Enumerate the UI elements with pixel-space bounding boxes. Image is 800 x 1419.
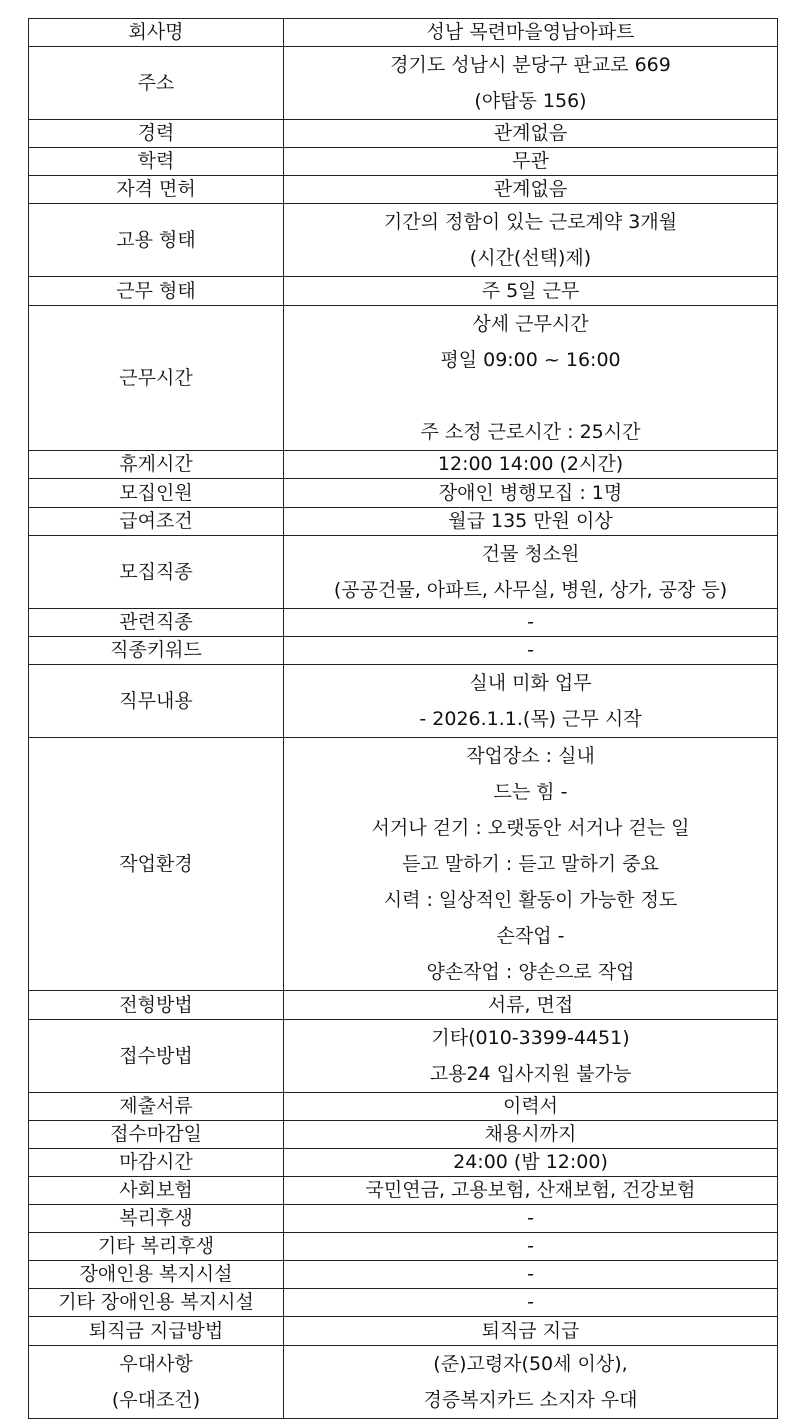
row-label-cell <box>29 1205 284 1233</box>
row-value: 서거나 걷기 : 오랫동안 서거나 걷는 일 <box>371 817 690 839</box>
table-row <box>29 991 778 1020</box>
row-value: 퇴직금 지급 <box>481 1319 580 1342</box>
row-label-cell <box>29 637 284 665</box>
table-row <box>29 204 778 277</box>
table-row <box>29 1177 778 1205</box>
row-value: 손작업 - <box>496 925 565 947</box>
row-value-cell <box>284 637 778 665</box>
row-label: 우대사항 <box>119 1353 193 1375</box>
row-value-cell <box>284 1233 778 1261</box>
row-label-cell <box>29 306 284 451</box>
row-value: - <box>527 639 534 661</box>
row-value: 듣고 말하기 : 듣고 말하기 중요 <box>402 853 659 875</box>
row-label: 학력 <box>137 150 175 172</box>
row-value: 드는 힘 - <box>493 781 568 803</box>
table-row <box>29 1261 778 1289</box>
table-body <box>29 19 778 1419</box>
row-value: (공공건물, 아파트, 사무실, 병원, 상가, 공장 등) <box>333 579 728 601</box>
row-value-cell <box>284 665 778 738</box>
row-label-cell <box>29 991 284 1020</box>
row-label-cell <box>29 176 284 204</box>
row-value: (준)고령자(50세 이상), <box>433 1353 628 1375</box>
table-row <box>29 1317 778 1346</box>
table-row <box>29 1121 778 1149</box>
row-value-cell <box>284 451 778 479</box>
row-label-cell <box>29 1346 284 1419</box>
row-label: 회사명 <box>128 21 184 43</box>
row-value-cell <box>284 479 778 508</box>
row-value-cell <box>284 1317 778 1346</box>
row-value-cell <box>284 148 778 176</box>
row-value-cell <box>284 204 778 277</box>
row-value-cell <box>284 277 778 306</box>
row-value: (시간(선택)제) <box>469 247 592 269</box>
table-row <box>29 1233 778 1261</box>
row-value: 관계없음 <box>493 178 568 200</box>
row-value-cell <box>284 1261 778 1289</box>
row-value: 장애인 병행모집 : 1명 <box>438 481 623 504</box>
row-value: 주 5일 근무 <box>481 279 580 302</box>
row-value: (야탑동 156) <box>474 90 587 112</box>
row-value-cell <box>284 508 778 536</box>
row-label: 기타 복리후생 <box>97 1235 215 1257</box>
row-value-cell <box>284 536 778 609</box>
row-label: 복리후생 <box>119 1207 193 1229</box>
table-row <box>29 1205 778 1233</box>
row-label-cell <box>29 1177 284 1205</box>
row-value: 성남 목련마을영남아파트 <box>426 21 635 43</box>
row-label-cell <box>29 1149 284 1177</box>
row-value-cell <box>284 1093 778 1121</box>
row-label: 주소 <box>137 72 175 94</box>
row-label: 사회보험 <box>119 1179 193 1201</box>
row-value: 12:00 14:00 (2시간) <box>437 453 624 475</box>
row-label: 근무시간 <box>119 367 193 389</box>
row-label: 경력 <box>137 122 175 144</box>
table-row <box>29 665 778 738</box>
table-row <box>29 176 778 204</box>
row-value: 경증복지카드 소지자 우대 <box>423 1389 638 1411</box>
table-row <box>29 306 778 451</box>
table-row <box>29 148 778 176</box>
row-value: 무관 <box>512 150 549 172</box>
row-label: 급여조건 <box>119 510 193 532</box>
row-label: 기타 장애인용 복지시설 <box>58 1291 254 1313</box>
row-label-cell <box>29 148 284 176</box>
row-value: 기간의 정함이 있는 근로계약 3개월 <box>383 211 678 233</box>
table-row <box>29 19 778 47</box>
row-label-cell <box>29 47 284 120</box>
row-label: 근무 형태 <box>116 279 196 302</box>
row-value-cell <box>284 47 778 120</box>
row-label: 모집인원 <box>119 481 193 504</box>
row-label-cell <box>29 738 284 991</box>
row-label-cell <box>29 1121 284 1149</box>
row-label-cell <box>29 536 284 609</box>
row-value: 시력 : 일상적인 활동이 가능한 정도 <box>383 889 678 911</box>
row-label-cell <box>29 204 284 277</box>
row-label-cell <box>29 508 284 536</box>
row-value-cell <box>284 120 778 148</box>
row-label: 고용 형태 <box>116 229 196 251</box>
row-value: - <box>527 1207 534 1229</box>
row-label-cell <box>29 609 284 637</box>
row-label: 관련직종 <box>119 611 193 633</box>
row-value: - <box>527 611 534 633</box>
row-label: 직무내용 <box>119 690 193 712</box>
row-label: 휴게시간 <box>119 453 193 475</box>
row-label: 접수마감일 <box>110 1123 202 1145</box>
row-value: 월급 135 만원 이상 <box>448 510 613 532</box>
row-label: 모집직종 <box>119 561 193 583</box>
table-row <box>29 1289 778 1317</box>
row-value: 고용24 입사지원 불가능 <box>429 1063 632 1085</box>
row-value: 평일 09:00 ~ 16:00 <box>440 349 621 371</box>
row-value: 이력서 <box>502 1095 559 1117</box>
table-row <box>29 1093 778 1121</box>
row-value-cell <box>284 738 778 991</box>
row-label: (우대조건) <box>111 1389 201 1411</box>
row-label: 전형방법 <box>119 993 193 1016</box>
table-row <box>29 451 778 479</box>
row-label: 자격 면허 <box>116 178 196 200</box>
row-label-cell <box>29 277 284 306</box>
table-row <box>29 1149 778 1177</box>
table-row <box>29 277 778 306</box>
row-value-cell <box>284 1289 778 1317</box>
row-value-cell <box>284 1346 778 1419</box>
row-label-cell <box>29 479 284 508</box>
row-label: 접수방법 <box>119 1045 193 1067</box>
row-label-cell <box>29 19 284 47</box>
job-posting-table <box>28 18 778 1419</box>
row-value: 주 소정 근로시간 : 25시간 <box>420 421 641 443</box>
row-label-cell <box>29 120 284 148</box>
row-value: 24:00 (밤 12:00) <box>453 1151 608 1173</box>
row-value-cell <box>284 176 778 204</box>
row-value: 양손작업 : 양손으로 작업 <box>426 961 635 983</box>
row-label-cell <box>29 1233 284 1261</box>
row-value: 건물 청소원 <box>481 543 580 565</box>
row-value: 채용시까지 <box>484 1123 577 1145</box>
row-label: 퇴직금 지급방법 <box>88 1319 224 1342</box>
row-value-cell <box>284 1121 778 1149</box>
row-value-cell <box>284 609 778 637</box>
row-value: 기타(010-3399-4451) <box>431 1027 630 1049</box>
row-label-cell <box>29 665 284 738</box>
row-label: 마감시간 <box>119 1151 193 1173</box>
row-label: 직종키워드 <box>110 639 202 661</box>
table-row <box>29 738 778 991</box>
row-label: 작업환경 <box>119 853 193 875</box>
row-value: 상세 근무시간 <box>472 313 589 335</box>
row-label-cell <box>29 1261 284 1289</box>
row-value: - <box>527 1291 534 1313</box>
row-label-cell <box>29 1317 284 1346</box>
row-label-cell <box>29 1093 284 1121</box>
row-label-cell <box>29 1020 284 1093</box>
table-row <box>29 120 778 148</box>
row-label-cell <box>29 451 284 479</box>
table-row <box>29 609 778 637</box>
row-value: - 2026.1.1.(목) 근무 시작 <box>419 708 642 730</box>
row-value: 경기도 성남시 분당구 판교로 669 <box>390 54 671 76</box>
row-value: 서류, 면접 <box>487 993 574 1016</box>
row-value-cell <box>284 1177 778 1205</box>
table-row <box>29 536 778 609</box>
row-value-cell <box>284 991 778 1020</box>
table-row <box>29 637 778 665</box>
row-value: 관계없음 <box>493 122 568 144</box>
table-row <box>29 47 778 120</box>
table-row <box>29 508 778 536</box>
table-row <box>29 1020 778 1093</box>
row-value-cell <box>284 306 778 451</box>
row-value: - <box>527 1235 534 1257</box>
row-value-cell <box>284 1149 778 1177</box>
row-label: 제출서류 <box>119 1095 193 1117</box>
row-value: 실내 미화 업무 <box>469 672 592 694</box>
row-value-cell <box>284 19 778 47</box>
table-row <box>29 479 778 508</box>
row-label: 장애인용 복지시설 <box>79 1263 233 1285</box>
table-row <box>29 1346 778 1419</box>
row-value: - <box>527 1263 534 1285</box>
row-value-cell <box>284 1205 778 1233</box>
row-value-cell <box>284 1020 778 1093</box>
row-value: 작업장소 : 실내 <box>466 745 595 767</box>
row-label-cell <box>29 1289 284 1317</box>
row-value: 국민연금, 고용보험, 산재보험, 건강보험 <box>365 1179 696 1201</box>
